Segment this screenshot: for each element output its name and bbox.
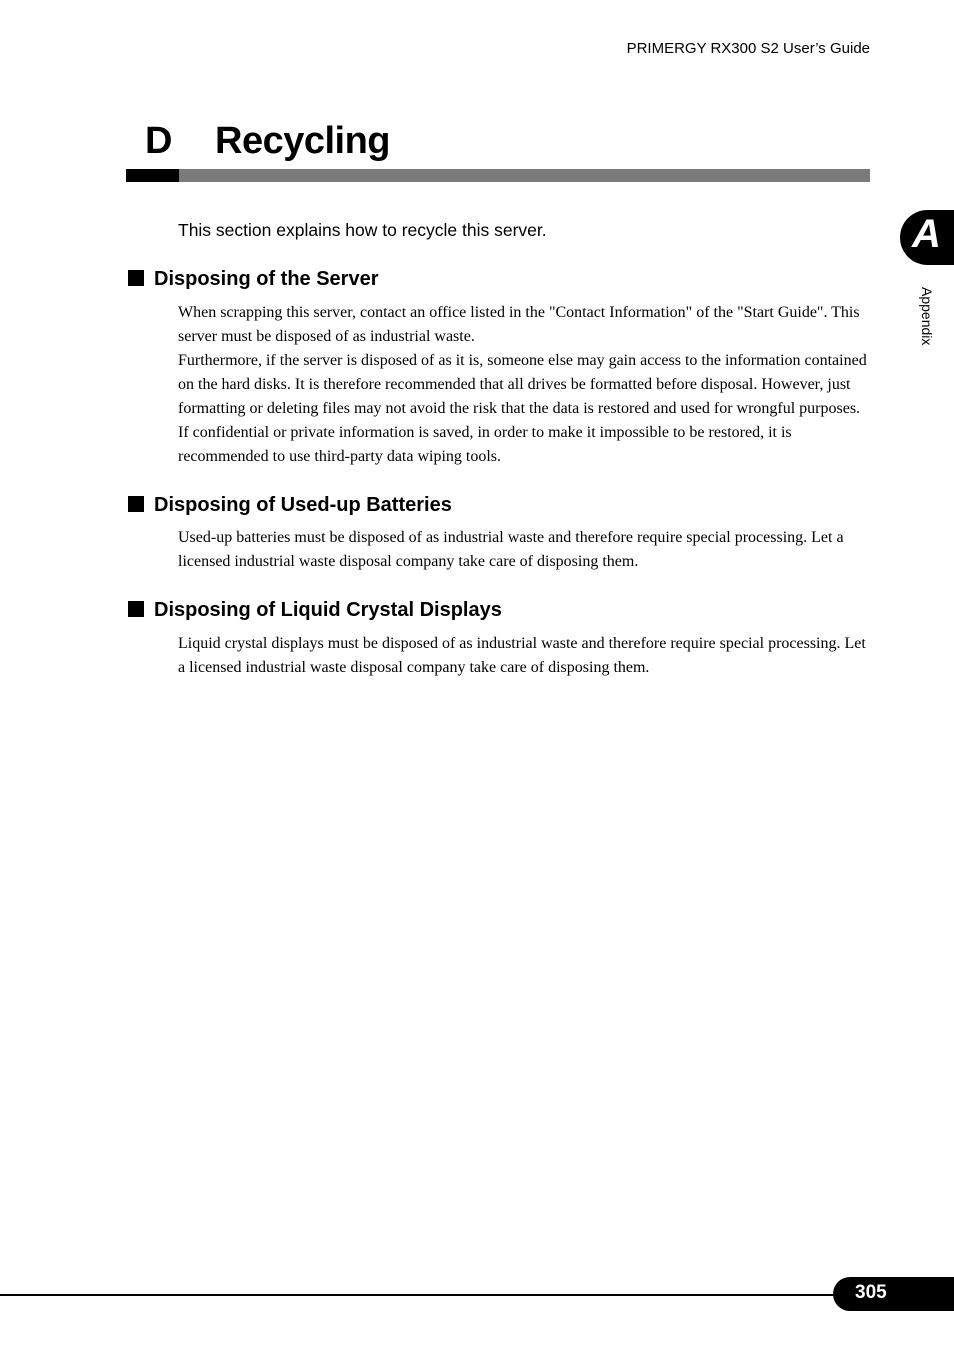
- page-number: 305: [855, 1282, 887, 1303]
- square-bullet-icon: [128, 270, 144, 286]
- appendix-tab-letter: A: [912, 212, 941, 256]
- section-body-lcd: [178, 632, 870, 680]
- section-body-server: [178, 301, 870, 469]
- heading-rule-dark: [126, 169, 179, 182]
- appendix-side-label: Appendix: [919, 287, 935, 346]
- page-number-box: [833, 1277, 954, 1311]
- section-heading-server: [128, 268, 379, 291]
- paragraph: Used-up batteries must be disposed of as industrial waste and therefore require special processing. Let a licensed industrial waste disposal company take care of disposing them.: [178, 529, 844, 570]
- appendix-tab: [900, 210, 954, 265]
- section-heading-text: Disposing of Liquid Crystal Displays: [154, 599, 502, 621]
- running-header: PRIMERGY RX300 S2 User’s Guide: [626, 40, 870, 57]
- section-heading-text: Disposing of the Server: [154, 268, 379, 290]
- section-body-batteries: [178, 526, 870, 574]
- intro-text: This section explains how to recycle this server.: [178, 220, 547, 240]
- section-heading-text: Disposing of Used-up Batteries: [154, 494, 452, 516]
- paragraph: Furthermore, if the server is disposed of as it is, someone else may gain access to the information contained on the hard disks. It is therefore recommended that all drives be formatted before disposal. However, just formatting or deleting files may not avoid the risk that the data is restored and used for wrongful purposes. If confidential or private information is saved, in order to make it impossible to be restored, it is recommended to use third-party data wiping tools.: [178, 352, 867, 465]
- section-heading-batteries: [128, 494, 452, 517]
- paragraph: Liquid crystal displays must be disposed of as industrial waste and therefore require special processing. Let a licensed industrial waste disposal company take care of disposing them.: [178, 635, 866, 676]
- footer-rule: [0, 1294, 840, 1296]
- chapter-title: Recycling: [215, 120, 391, 162]
- paragraph: When scrapping this server, contact an office listed in the "Contact Information" of the "Start Guide". This server must be disposed of as industrial waste.: [178, 304, 860, 345]
- chapter-heading: [145, 120, 390, 163]
- section-heading-lcd: [128, 599, 502, 622]
- square-bullet-icon: [128, 601, 144, 617]
- heading-rule-gray: [179, 169, 870, 182]
- chapter-letter: D: [145, 120, 172, 162]
- square-bullet-icon: [128, 496, 144, 512]
